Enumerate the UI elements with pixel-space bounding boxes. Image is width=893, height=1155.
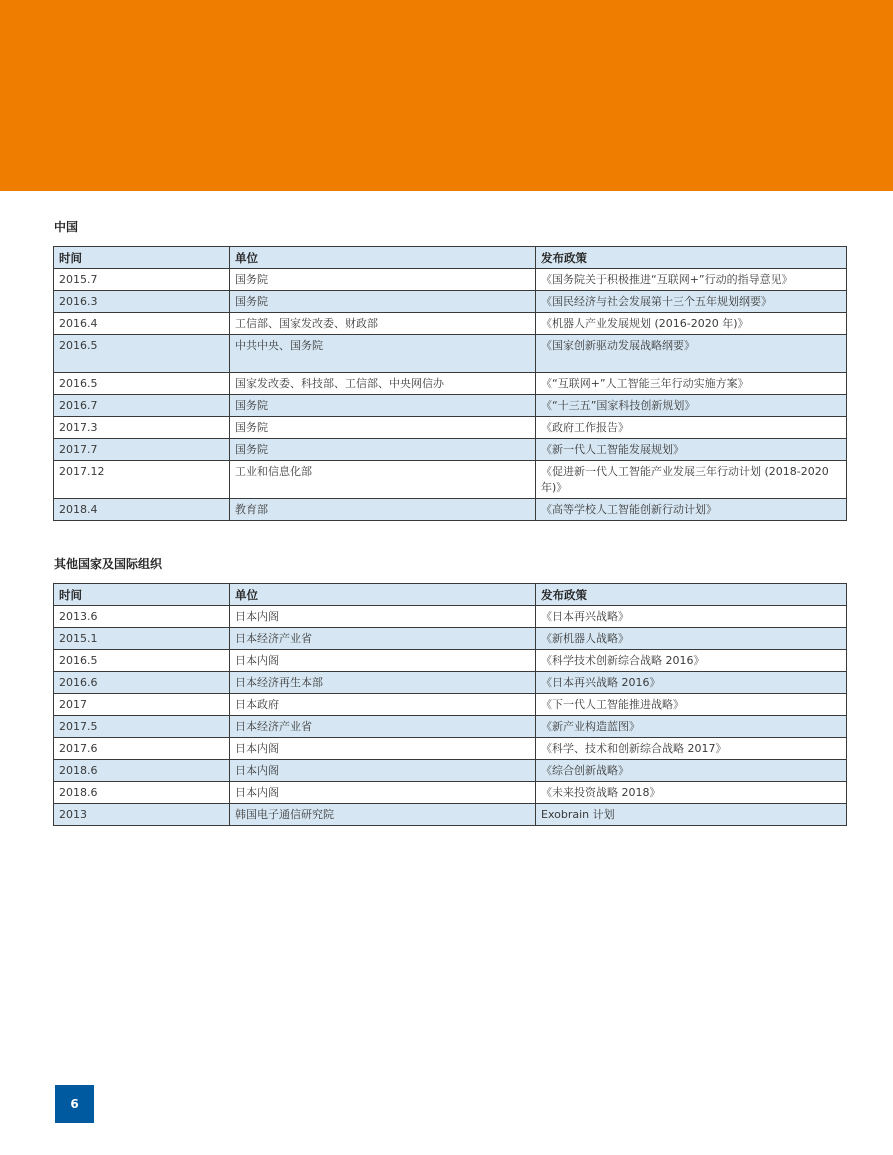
cell-policy: 《新一代人工智能发展规划》 — [536, 439, 847, 461]
cell-date: 2016.6 — [54, 672, 230, 694]
cell-date: 2016.5 — [54, 650, 230, 672]
table-row — [54, 291, 847, 313]
cell-org: 日本经济再生本部 — [230, 672, 536, 694]
cell-policy: 《下一代人工智能推进战略》 — [536, 694, 847, 716]
cell-org: 国务院 — [230, 395, 536, 417]
cell-date: 2013.6 — [54, 606, 230, 628]
cell-date: 2017.12 — [54, 461, 230, 499]
cell-org: 日本内阁 — [230, 782, 536, 804]
header-date: 时间 — [54, 584, 230, 606]
header-banner — [0, 0, 893, 191]
table-row — [54, 499, 847, 521]
table-row — [54, 716, 847, 738]
cell-org: 国务院 — [230, 291, 536, 313]
cell-org: 国务院 — [230, 439, 536, 461]
section-title-intl: 其他国家及国际组织 — [54, 557, 163, 571]
header-policy: 发布政策 — [536, 584, 847, 606]
cell-date: 2015.1 — [54, 628, 230, 650]
header-policy: 发布政策 — [536, 247, 847, 269]
cell-policy: 《日本再兴战略 2016》 — [536, 672, 847, 694]
cell-org: 日本经济产业省 — [230, 716, 536, 738]
table-header-row — [54, 584, 847, 606]
cell-org: 日本内阁 — [230, 650, 536, 672]
table-row — [54, 606, 847, 628]
cell-org: 中共中央、国务院 — [230, 335, 536, 373]
cell-policy: 《促进新一代人工智能产业发展三年行动计划 (2018-2020 年)》 — [536, 461, 847, 499]
table-row — [54, 335, 847, 373]
table-row — [54, 804, 847, 826]
cell-org: 日本内阁 — [230, 738, 536, 760]
cell-date: 2018.6 — [54, 760, 230, 782]
cell-policy: 《日本再兴战略》 — [536, 606, 847, 628]
cell-policy: 《国民经济与社会发展第十三个五年规划纲要》 — [536, 291, 847, 313]
cell-org: 教育部 — [230, 499, 536, 521]
cell-policy: Exobrain 计划 — [536, 804, 847, 826]
cell-date: 2016.5 — [54, 335, 230, 373]
china-policy-table — [53, 246, 847, 521]
cell-policy: 《科学、技术和创新综合战略 2017》 — [536, 738, 847, 760]
cell-org: 日本政府 — [230, 694, 536, 716]
cell-policy: 《“十三五”国家科技创新规划》 — [536, 395, 847, 417]
cell-date: 2016.4 — [54, 313, 230, 335]
cell-date: 2017.7 — [54, 439, 230, 461]
cell-date: 2015.7 — [54, 269, 230, 291]
table-row — [54, 628, 847, 650]
cell-date: 2017.6 — [54, 738, 230, 760]
cell-date: 2017 — [54, 694, 230, 716]
cell-date: 2018.6 — [54, 782, 230, 804]
cell-policy: 《国务院关于积极推进“互联网+”行动的指导意见》 — [536, 269, 847, 291]
cell-policy: 《综合创新战略》 — [536, 760, 847, 782]
cell-policy: 《科学技术创新综合战略 2016》 — [536, 650, 847, 672]
cell-policy: 《“互联网+”人工智能三年行动实施方案》 — [536, 373, 847, 395]
cell-org: 工信部、国家发改委、财政部 — [230, 313, 536, 335]
cell-date: 2016.5 — [54, 373, 230, 395]
cell-org: 国家发改委、科技部、工信部、中央网信办 — [230, 373, 536, 395]
cell-policy: 《新产业构造蓝图》 — [536, 716, 847, 738]
table-row — [54, 650, 847, 672]
table-row — [54, 461, 847, 499]
header-org: 单位 — [230, 247, 536, 269]
cell-date: 2016.7 — [54, 395, 230, 417]
cell-org: 日本内阁 — [230, 606, 536, 628]
table-row — [54, 417, 847, 439]
table-row — [54, 738, 847, 760]
table-header-row — [54, 247, 847, 269]
cell-date: 2016.3 — [54, 291, 230, 313]
cell-org: 韩国电子通信研究院 — [230, 804, 536, 826]
cell-policy: 《未来投资战略 2018》 — [536, 782, 847, 804]
table-row — [54, 373, 847, 395]
table-row — [54, 439, 847, 461]
page-number-badge: 6 — [55, 1085, 94, 1123]
cell-policy: 《机器人产业发展规划 (2016-2020 年)》 — [536, 313, 847, 335]
cell-date: 2018.4 — [54, 499, 230, 521]
section-title-china: 中国 — [54, 220, 79, 234]
header-date: 时间 — [54, 247, 230, 269]
header-org: 单位 — [230, 584, 536, 606]
cell-org: 工业和信息化部 — [230, 461, 536, 499]
table-row — [54, 760, 847, 782]
table-row — [54, 313, 847, 335]
cell-date: 2013 — [54, 804, 230, 826]
cell-org: 日本经济产业省 — [230, 628, 536, 650]
cell-policy: 《国家创新驱动发展战略纲要》 — [536, 335, 847, 373]
cell-org: 国务院 — [230, 417, 536, 439]
intl-policy-table — [53, 583, 847, 826]
table-row — [54, 672, 847, 694]
table-row — [54, 395, 847, 417]
table-row — [54, 269, 847, 291]
cell-policy: 《高等学校人工智能创新行动计划》 — [536, 499, 847, 521]
cell-date: 2017.3 — [54, 417, 230, 439]
table-row — [54, 782, 847, 804]
table-row — [54, 694, 847, 716]
cell-date: 2017.5 — [54, 716, 230, 738]
cell-org: 日本内阁 — [230, 760, 536, 782]
cell-org: 国务院 — [230, 269, 536, 291]
cell-policy: 《政府工作报告》 — [536, 417, 847, 439]
cell-policy: 《新机器人战略》 — [536, 628, 847, 650]
